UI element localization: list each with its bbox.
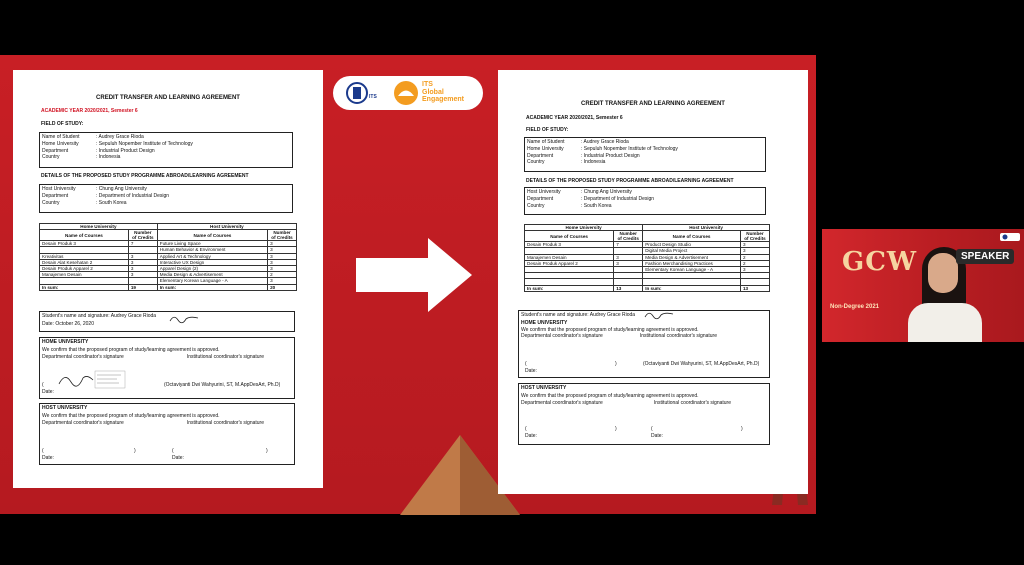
student-row: Country : Indonesia — [42, 154, 121, 161]
speaker-label: SPEAKER — [956, 249, 1014, 264]
field-of-study: FIELD OF STUDY: — [41, 121, 84, 127]
host-row: Department : Department of Industrial Design — [527, 195, 655, 202]
student-row: Name of Student : Audrey Grace Rioda — [42, 134, 144, 140]
course-table-right: Home University Host University Name of Courses Number of Credits Name of Courses Number of Credits Desain Produk 3 7 Product Design Studio 3 Digital Media Project 3 Manajemen Desain 3 Media Design & Advertisement 2 Desain Produk Apparel 2 3 Fashion Merchandising Practices 2 Elementary Korean Language - A 3 In sum: 13 In sum: 13 — [524, 224, 770, 292]
table-row: Desain Produk Apparel 2 3 Apparel Design (2) 3 — [40, 265, 297, 271]
home-university-approval-box: Student's name and signature: Audrey Grace Rioda HOME UNIVERSITY We confirm that the proposed program of study/learning agreement is approved. Departmental coordinator's signature Institutional coordinator's signature ( ) (Octaviyanti Dwi Wahyurini, ST, M.AppDesArt, Ph.D) Date: — [518, 310, 770, 378]
host-row: Department : Department of Industrial Design — [42, 192, 170, 199]
table-row: Kreativitas 3 Applied Art & Technology 3 — [40, 253, 297, 259]
table-row: Desain Produk 3 7 Future Living Space 3 — [40, 241, 297, 247]
logo-bar — [333, 76, 483, 110]
course-table-left: Home University Host University Name of Courses Number of Credits Name of Courses Number of Credits Desain Produk 3 7 Future Living Space 3 Human Behavior & Environment 3 Kreativitas 3 Applied Art & Technology 3 Desain Alat Kesehatan 2 3 Interactive UX Design 3 Desain Produk Apparel 2 3 Apparel Design (2) 3 Manajemen Desain 3 Media Design & Advertisement 2 Elementary Korean Language - A 3 In sum: 19 In sum: 20 — [39, 223, 297, 291]
field-of-study: FIELD OF STUDY: — [526, 127, 569, 133]
student-row: Home University : Sepuluh Nopember Institute of Technology — [42, 140, 193, 147]
partner-logo-icon — [1000, 233, 1020, 241]
host-row: Country : South Korea — [527, 202, 612, 209]
doc-title: CREDIT TRANSFER AND LEARNING AGREEMENT — [96, 95, 240, 101]
home-university-approval-box: HOME UNIVERSITY We confirm that the proposed program of study/learning agreement is approved. Departmental coordinator's signature Institutional coordinator's signature ( (Octaviyanti Dwi Wahyurini, ST, M.AppDesArt, Ph.D) Date: — [39, 337, 295, 399]
global-engagement-logo-icon — [393, 79, 419, 107]
document-right — [498, 70, 808, 494]
student-signature-box: Student's name and signature: Audrey Grace Rioda Date: October 26, 2020 — [39, 311, 295, 332]
global-engagement-text: ITS Global Engagement — [422, 81, 465, 103]
host-university-approval-box: HOST UNIVERSITY We confirm that the proposed program of study/learning agreement is approved. Departmental coordinator's signature Institutional coordinator's signature ( ) ( ) Date: Date: — [39, 403, 295, 465]
student-row: Name of Student : Audrey Grace Rioda — [527, 139, 629, 145]
document-left — [13, 70, 323, 488]
digital-signature-icon — [57, 370, 127, 390]
host-row: Host University : Chung Ang University — [527, 189, 632, 195]
student-signature-icon — [169, 314, 199, 324]
table-row: Desain Produk Apparel 2 3 Fashion Merchandising Practices 2 — [525, 260, 770, 266]
host-info-box — [39, 184, 293, 213]
student-row: Department : Industrial Product Design — [42, 147, 155, 154]
student-info-box — [524, 137, 766, 172]
doc-title: CREDIT TRANSFER AND LEARNING AGREEMENT — [581, 101, 725, 107]
table-row: Elementary Korean Language - A 3 — [525, 266, 770, 272]
details-heading: DETAILS OF THE PROPOSED STUDY PROGRAMME ABROAD/LEARNING AGREEMENT — [526, 178, 734, 184]
gcw-logo: GCW — [842, 247, 918, 277]
table-sum-row: In sum: 13 In sum: 13 — [525, 285, 770, 291]
academic-year: ACADEMIC YEAR 2020/2021, Semester 6 — [526, 115, 623, 121]
table-row: Elementary Korean Language - A 3 — [40, 278, 297, 284]
host-row: Country : South Korea — [42, 199, 127, 206]
its-logo-icon — [345, 81, 371, 105]
student-signature-icon — [644, 310, 674, 320]
table-row: Desain Produk 3 7 Product Design Studio 3 — [525, 242, 770, 248]
table-row: Desain Alat Kesehatan 2 3 Interactive UX Design 3 — [40, 259, 297, 265]
speaker-subtitle: Non-Degree 2021 — [830, 304, 880, 310]
student-info-box — [39, 132, 293, 168]
details-heading: DETAILS OF THE PROPOSED STUDY PROGRAMME ABROAD/LEARNING AGREEMENT — [41, 173, 249, 179]
student-row: Department : Industrial Product Design — [527, 152, 640, 159]
arrow-right-icon — [356, 238, 472, 312]
host-row: Host University : Chung Ang University — [42, 186, 147, 192]
student-row: Country : Indonesia — [527, 159, 606, 166]
table-row: Human Behavior & Environment 3 — [40, 247, 297, 253]
student-row: Home University : Sepuluh Nopember Institute of Technology — [527, 145, 678, 152]
table-row: Digital Media Project 3 — [525, 248, 770, 254]
table-row: Manajemen Desain 3 Media Design & Advertisement 2 — [525, 254, 770, 260]
academic-year: ACADEMIC YEAR 2020/2021, Semester 6 — [41, 108, 138, 114]
table-row: Manajemen Desain 3 Media Design & Advertisement 2 — [40, 272, 297, 278]
host-university-approval-box: HOST UNIVERSITY We confirm that the proposed program of study/learning agreement is approved. Departmental coordinator's signature Institutional coordinator's signature ( ) ( ) Date: Date: — [518, 383, 770, 445]
host-info-box — [524, 187, 766, 215]
speaker-video-tile — [822, 229, 1024, 342]
its-logo-text: ITS — [369, 94, 377, 100]
table-sum-row: In sum: 19 In sum: 20 — [40, 284, 297, 290]
